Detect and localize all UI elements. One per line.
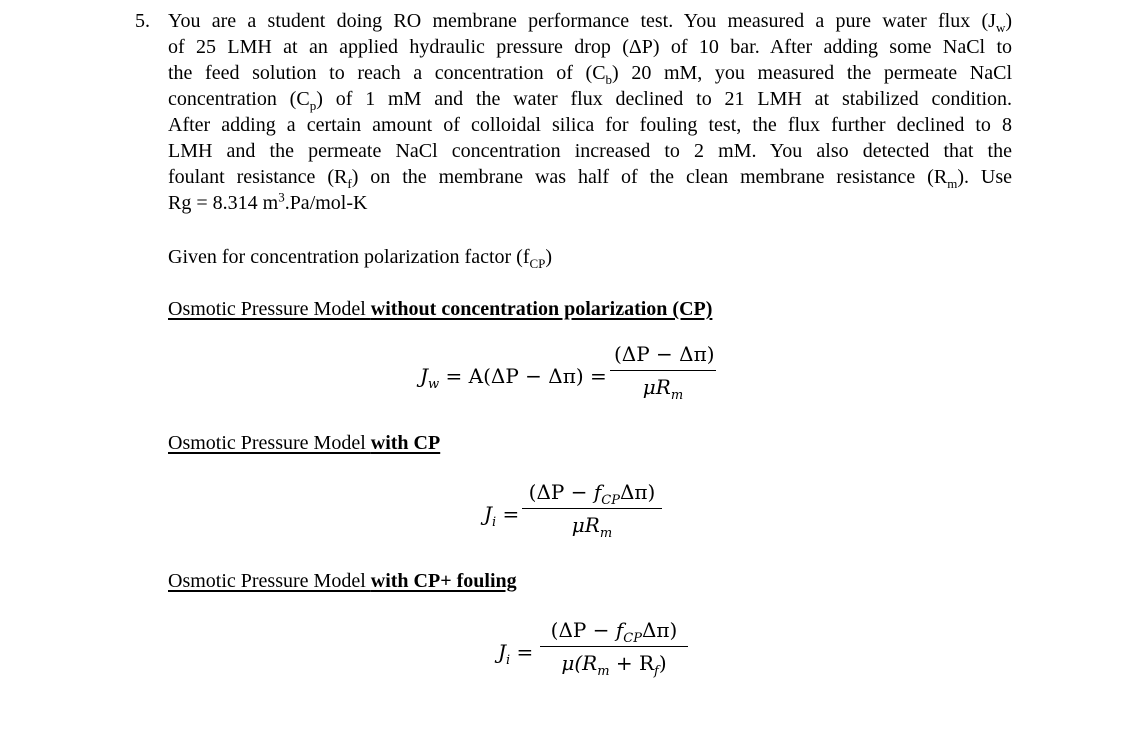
problem-line: the feed solution to reach a concentration of $(C_b)$ 20 mM, you measured the permeate NaCl xyxy=(168,62,1012,87)
given-statement: Given for concentration polarization factor $(f_{CP})$ xyxy=(168,246,553,271)
problem-line: Rg = 8.314 $m^3.Pa/mol-K$ xyxy=(168,189,368,214)
problem-line: concentration $(C_p)$ of 1 mM and the water flux declined to 21 LMH at stabilized condition. xyxy=(168,88,1012,113)
problem-line: of 25 LMH at an applied hydraulic pressure drop (ΔP) of 10 bar. After adding some NaCl to xyxy=(168,36,1012,58)
problem-line: LMH and the permeate NaCl concentration increased to 2 mM. You also detected that the xyxy=(168,140,1012,162)
equation-with-cp: $J_i$ = $(\Delta P - f_{CP}\Delta\pi)$ $\mu R_m$ xyxy=(484,480,674,550)
equation-with-cp-fouling: $J_i$ = $(\Delta P - f_{CP}\Delta\pi)$ $\mu(R_m + R_f)$ xyxy=(498,618,698,688)
equation-without-cp: $J_w = A(\Delta P - \Delta\pi)$ = (ΔP − Δπ) $\mu R_m$ xyxy=(420,342,715,403)
question-number: 5. xyxy=(135,10,150,32)
problem-paragraph xyxy=(168,8,1012,216)
problem-line: foulant resistance $(R_f)$ on the membrane was half of the clean membrane resistance $(R_m)$. Use xyxy=(168,166,1013,191)
problem-line: You are a student doing RO membrane performance test. You measured a pure water flux $(J_w)$ xyxy=(168,10,1012,35)
problem-line: After adding a certain amount of colloidal silica for fouling test, the flux further declined to 8 xyxy=(168,114,1012,136)
model-heading-without-cp: Osmotic Pressure Model without concentration polarization (CP) xyxy=(168,298,713,320)
model-heading-with-cp-fouling: Osmotic Pressure Model with CP+ fouling xyxy=(168,570,517,592)
model-heading-with-cp: Osmotic Pressure Model with CP xyxy=(168,432,441,454)
